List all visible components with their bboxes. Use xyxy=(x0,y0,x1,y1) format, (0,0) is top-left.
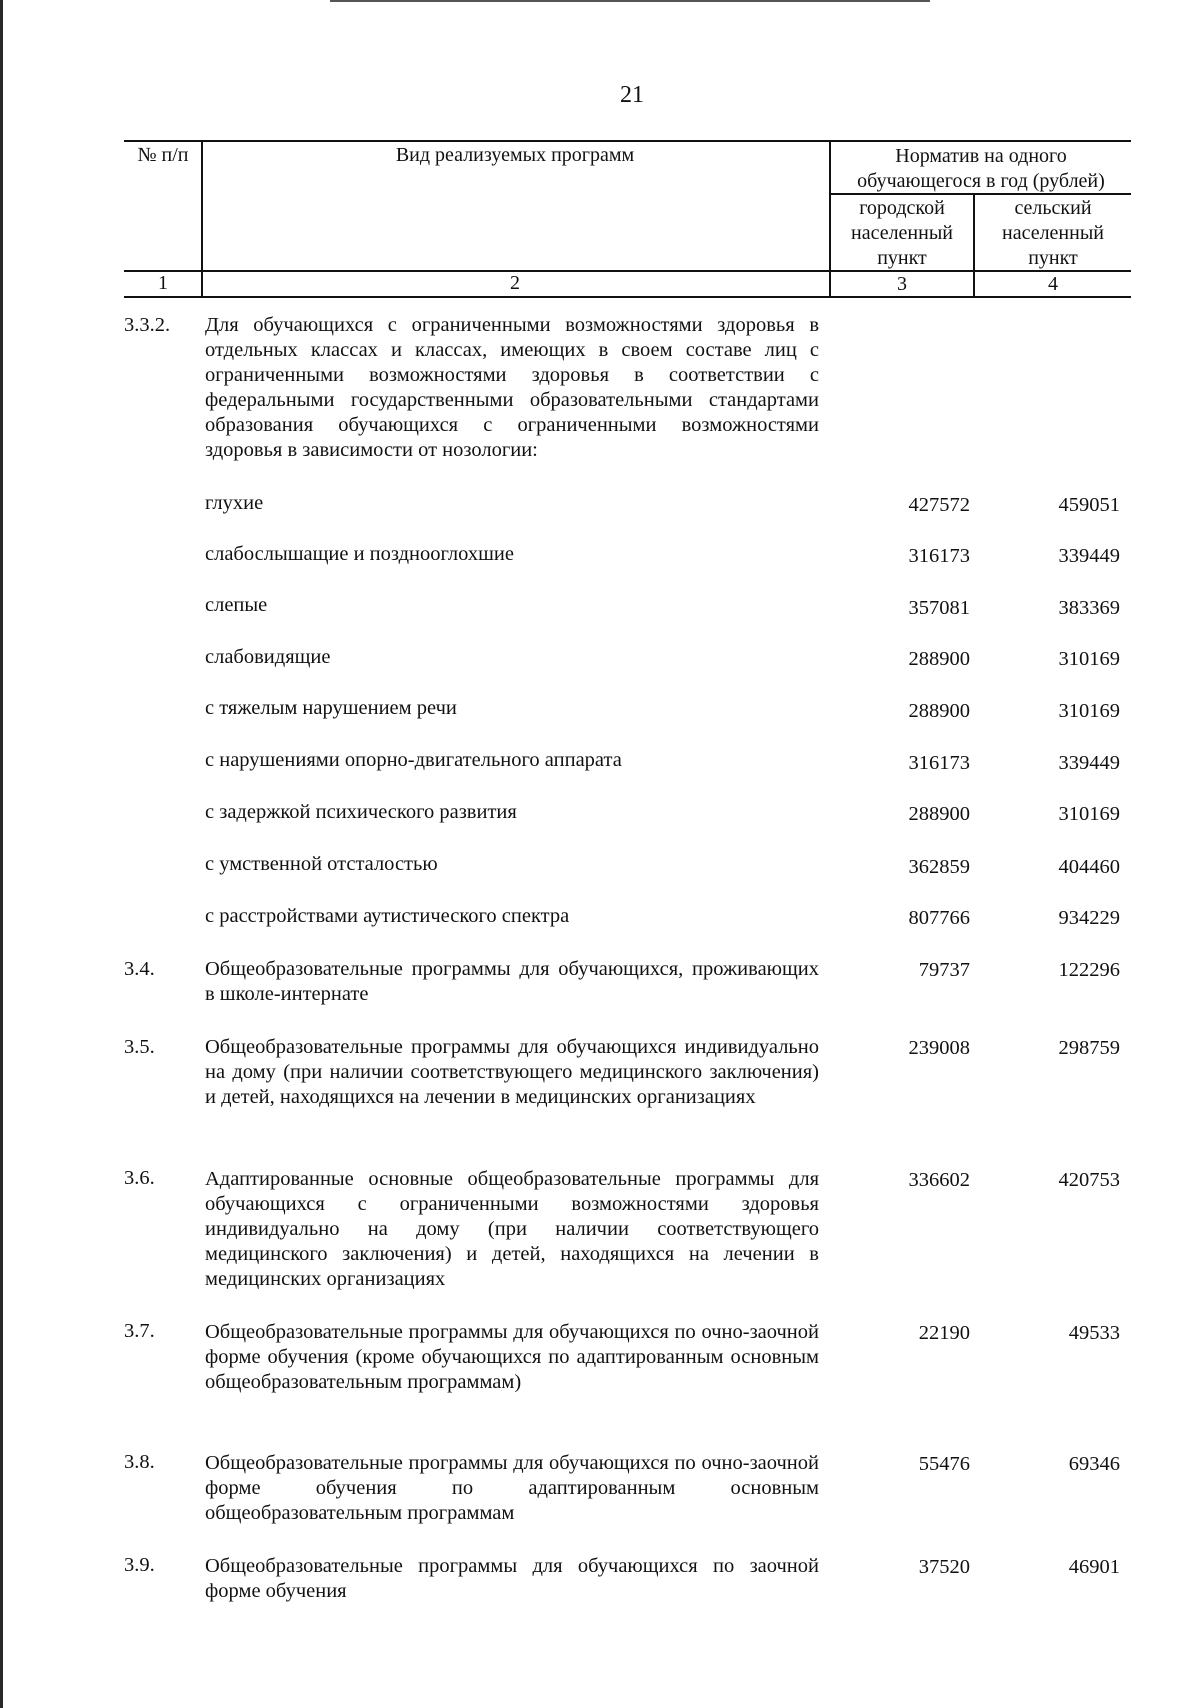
section-332-number: 3.3.2. xyxy=(124,314,171,336)
subitem-urban: 288900 xyxy=(908,648,970,670)
subitem-rural: 459051 xyxy=(1058,494,1120,516)
subitem-label: с расстройствами аутистического спектра xyxy=(205,905,570,927)
header-top-rule xyxy=(124,140,1131,142)
subitem-urban: 427572 xyxy=(908,494,970,516)
subitem-rural: 404460 xyxy=(1058,856,1120,878)
header-col-num: № п/п xyxy=(137,144,189,166)
page-number: 21 xyxy=(620,82,644,108)
row-rural: 122296 xyxy=(1058,959,1120,981)
subitem-urban: 362859 xyxy=(908,856,970,878)
header-index-3: 3 xyxy=(897,273,907,295)
scan-edge-top xyxy=(330,0,930,2)
row-number: 3.8. xyxy=(124,1451,155,1473)
row-number: 3.9. xyxy=(124,1554,155,1576)
row-rural: 69346 xyxy=(1068,1453,1120,1475)
subitem-label: слабослышащие и позднооглохшие xyxy=(205,543,514,565)
subitem-label: с нарушениями опорно-двигательного аппарата xyxy=(205,749,622,771)
row-urban: 22190 xyxy=(918,1322,970,1344)
subitem-urban: 316173 xyxy=(908,545,970,567)
header-index-4: 4 xyxy=(1048,273,1058,295)
subitem-rural: 310169 xyxy=(1058,700,1120,722)
subitem-urban: 316173 xyxy=(908,752,970,774)
row-rural: 420753 xyxy=(1058,1169,1120,1191)
row-rural: 298759 xyxy=(1058,1037,1120,1059)
row-urban: 55476 xyxy=(918,1453,970,1475)
subitem-label: глухие xyxy=(205,492,264,514)
row-number: 3.4. xyxy=(124,958,155,980)
scan-edge-left xyxy=(0,0,3,1708)
subitem-rural: 310169 xyxy=(1058,803,1120,825)
row-rural: 49533 xyxy=(1068,1322,1120,1344)
row-number: 3.5. xyxy=(124,1036,155,1058)
subitem-urban: 807766 xyxy=(908,907,970,929)
header-col-rural: сельский населенный пункт xyxy=(1002,197,1104,269)
subitem-rural: 383369 xyxy=(1058,597,1120,619)
subitem-urban: 288900 xyxy=(908,803,970,825)
subitem-rural: 310169 xyxy=(1058,648,1120,670)
header-col-norm: Норматив на одного обучающегося в год (рублей) xyxy=(857,145,1105,192)
header-index-1: 1 xyxy=(158,272,168,294)
row-urban: 79737 xyxy=(918,959,970,981)
subitem-rural: 934229 xyxy=(1058,907,1120,929)
header-index-2: 2 xyxy=(510,272,520,294)
header-col-urban: городской населенный пункт xyxy=(851,197,953,269)
header-col-program: Вид реализуемых программ xyxy=(395,144,635,166)
row-text: Общеобразовательные программы для обучающихся по очно-заочной форме обучения (кроме обучающихся по адаптированным основным общеобразовательным программам) xyxy=(205,1321,819,1393)
row-urban: 239008 xyxy=(908,1037,970,1059)
subitem-rural: 339449 xyxy=(1058,752,1120,774)
row-rural: 46901 xyxy=(1068,1556,1120,1578)
row-text: Общеобразовательные программы для обучающихся по очно-заочной форме обучения по адаптированным основным общеобразовательным программам xyxy=(205,1452,819,1524)
subitem-label: слабовидящие xyxy=(205,646,331,668)
header-vrule-1 xyxy=(201,140,203,297)
subitem-urban: 357081 xyxy=(908,597,970,619)
section-332-text: Для обучающихся с ограниченными возможностями здоровья в отдельных классах и классах, имеющих в своем составе лиц с ограниченными возможностями здоровья в соответствии с федеральными государственными образовательными стандартами образования обучающихся с ограниченными возможностями здоровья в зависимости от нозологии: xyxy=(205,314,819,461)
subitem-label: с тяжелым нарушением речи xyxy=(205,697,457,719)
row-urban: 336602 xyxy=(908,1169,970,1191)
subitem-rural: 339449 xyxy=(1058,545,1120,567)
subitem-label: с задержкой психического развития xyxy=(205,801,517,823)
header-vrule-2 xyxy=(829,140,831,297)
row-number: 3.6. xyxy=(124,1167,155,1189)
row-text: Общеобразовательные программы для обучающихся индивидуально на дому (при наличии соответствующего медицинского заключения) и детей, находящихся на лечении в медицинских организациях xyxy=(205,1036,819,1108)
row-text: Адаптированные основные общеобразовательные программы для обучающихся с ограниченными возможностями здоровья индивидуально на дому (при наличии соответствующего медицинского заключения) и детей, находящихся на лечении в медицинских организациях xyxy=(205,1168,819,1290)
subitem-label: с умственной отсталостью xyxy=(205,853,438,875)
row-urban: 37520 xyxy=(918,1556,970,1578)
subitem-label: слепые xyxy=(205,594,268,616)
row-number: 3.7. xyxy=(124,1320,155,1342)
header-vrule-3 xyxy=(973,193,975,297)
row-text: Общеобразовательные программы для обучающихся, проживающих в школе-интернате xyxy=(205,958,819,1005)
row-text: Общеобразовательные программы для обучающихся по заочной форме обучения xyxy=(205,1555,819,1602)
subitem-urban: 288900 xyxy=(908,700,970,722)
